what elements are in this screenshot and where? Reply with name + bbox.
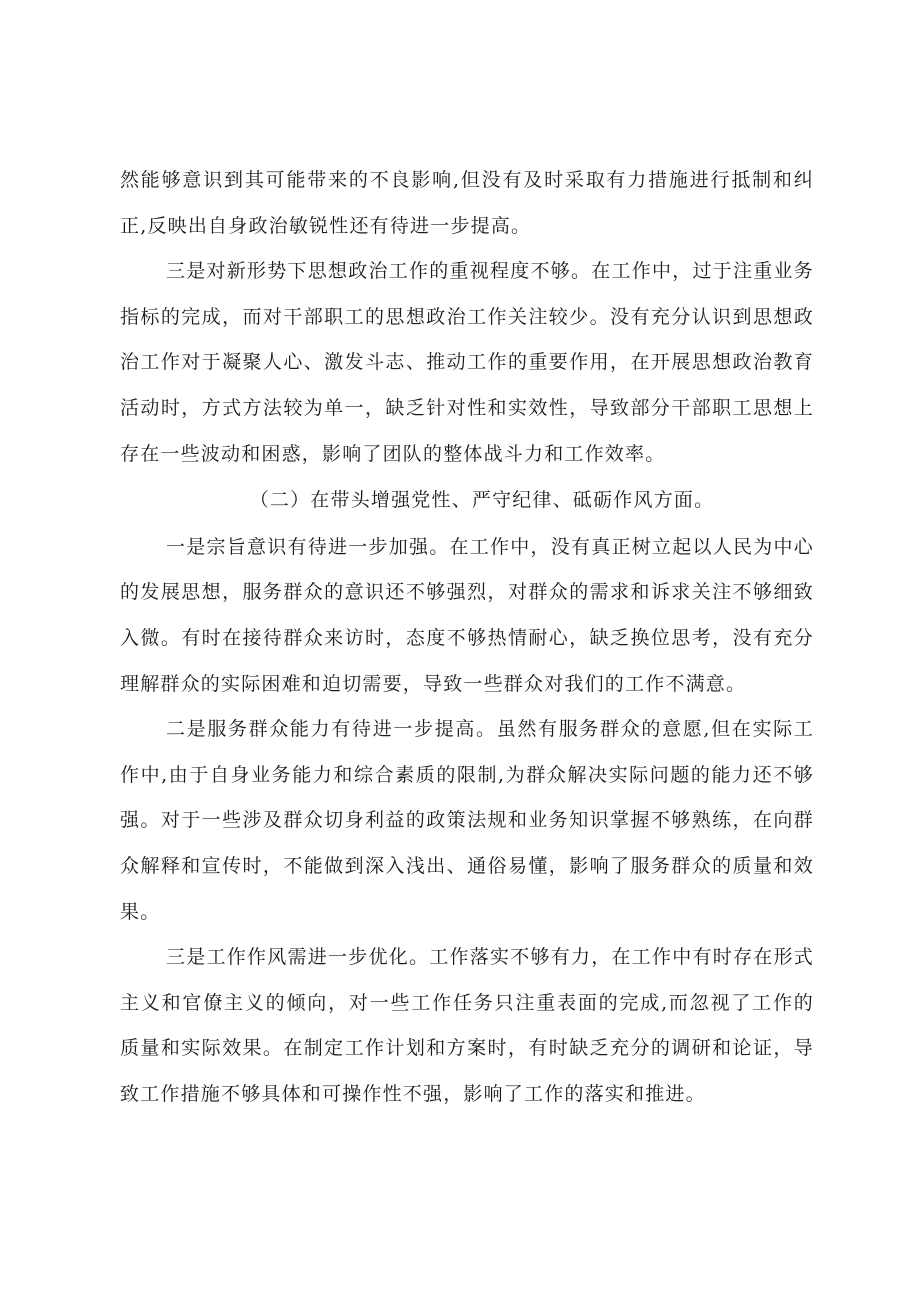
- paragraph-continuation: 然能够意识到其可能带来的不良影响,但没有及时采取有力措施进行抵制和纠正,反映出自身政治敏锐性还有待进一步提高。: [120, 169, 814, 237]
- paragraph-ideological-work: 三是对新形势下思想政治工作的重视程度不够。在工作中，过于注重业务指标的完成，而对干部职工的思想政治工作关注较少。没有充分认识到思想政治工作对于凝聚人心、激发斗志、推动工作的重要作用，在开展思想政治教育活动时，方式方法较为单一，缺乏针对性和实效性，导致部分干部职工思想上存在一些波动和困惑，影响了团队的整体战斗力和工作效率。: [120, 260, 814, 465]
- section-heading: （二）在带头增强党性、严守纪律、砥砺作风方面。: [249, 489, 715, 512]
- paragraph-work-style: 三是工作作风需进一步优化。工作落实不够有力，在工作中有时存在形式主义和官僚主义的倾向，对一些工作任务只注重表面的完成,而忽视了工作的质量和实际效果。在制定工作计划和方案时，有时缺乏充分的调研和论证，导致工作措施不够具体和可操作性不强，影响了工作的落实和推进。: [120, 946, 814, 1105]
- paragraph-service-ability: 二是服务群众能力有待进一步提高。虽然有服务群众的意愿,但在实际工作中,由于自身业务能力和综合素质的限制,为群众解决实际问题的能力还不够强。对于一些涉及群众切身利益的政策法规和业务知识掌握不够熟练，在向群众解释和宣传时，不能做到深入浅出、通俗易懂，影响了服务群众的质量和效果。: [120, 718, 814, 923]
- document-page: [120, 158, 814, 1117]
- paragraph-purpose-awareness: 一是宗旨意识有待进一步加强。在工作中，没有真正树立起以人民为中心的发展思想，服务群众的意识还不够强烈，对群众的需求和诉求关注不够细致入微。有时在接待群众来访时，态度不够热情耐心，缺乏换位思考，没有充分理解群众的实际困难和迫切需要，导致一些群众对我们的工作不满意。: [120, 535, 814, 695]
